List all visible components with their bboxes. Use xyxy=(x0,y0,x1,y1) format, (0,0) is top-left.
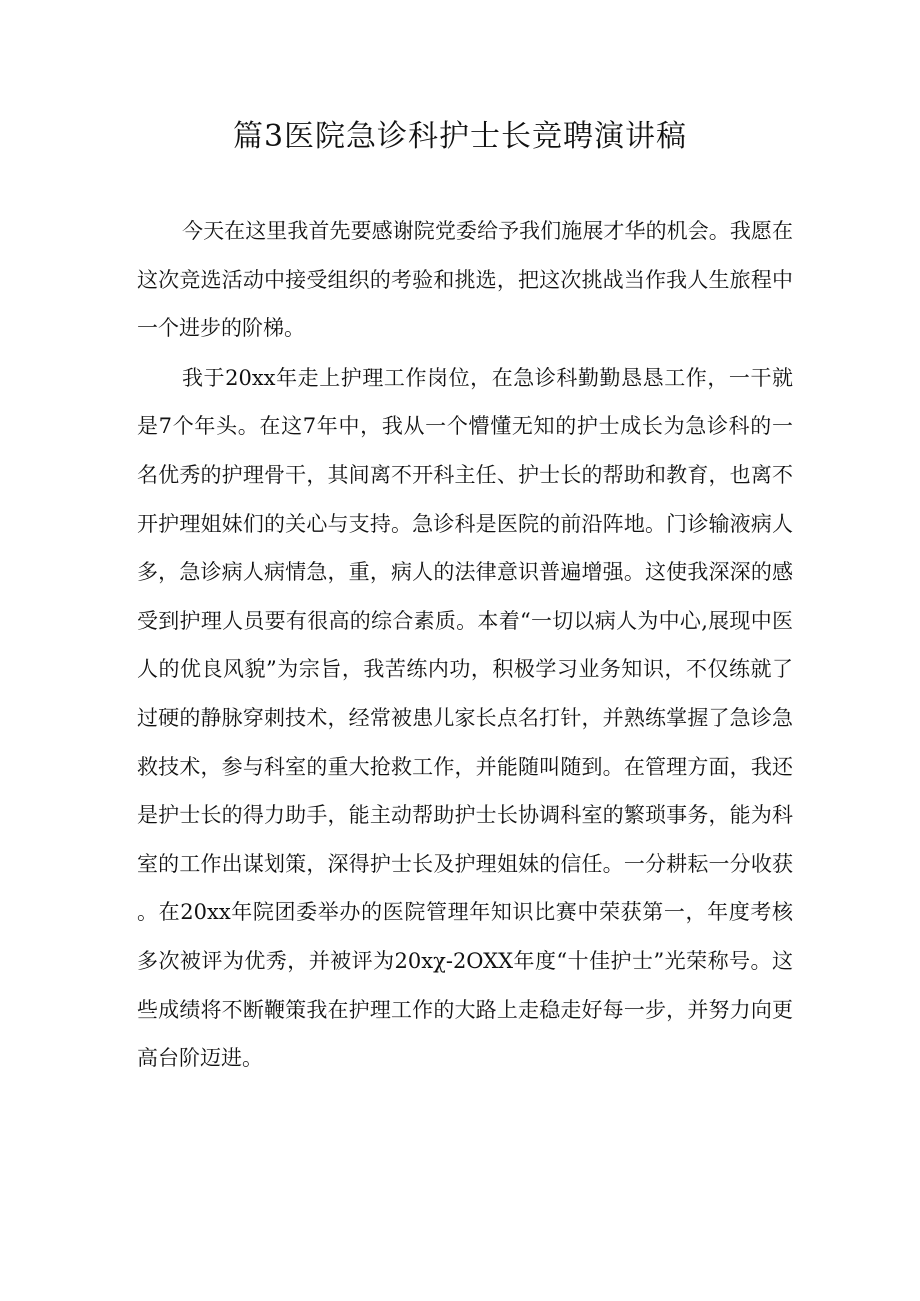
document-title: 篇3医院急诊科护士长竞聘演讲稿 xyxy=(232,119,688,154)
paragraph-1: 今天在这里我首先要感谢院党委给予我们施展才华的机会。我愿在这次竞选活动中接受组织的考验和挑选，把这次挑战当作我人生旅程中一个进步的阶梯。 xyxy=(137,219,793,341)
paragraph-2: 我于20xx年走上护理工作岗位，在急诊科勤勤恳恳工作，一干就是7个年头。在这7年中，我从一个懵懂无知的护士成长为急诊科的一名优秀的护理骨干，其间离不开科主任、护士长的帮助和教育，也离不开护理姐妹们的关心与支持。急诊科是医院的前沿阵地。门诊输液病人多，急诊病人病情急，重，病人的法律意识普遍增强。这使我深深的感受到护理人员要有很高的综合素质。本着“一切以病人为中心,展现中医人的优良风貌”为宗旨，我苦练内功，积极学习业务知识，不仅练就了过硬的静脉穿刺技术，经常被患儿家长点名打针，并熟练掌握了急诊急救技术，参与科室的重大抢救工作，并能随叫随到。在管理方面，我还是护士长的得力助手，能主动帮助护士长协调科室的繁琐事务，能为科室的工作出谋划策，深得护士长及护理姐妹的信任。一分耕耘一分收获。在20xx年院团委举办的医院管理年知识比赛中荣获第一，年度考核多次被评为优秀，并被评为20xχ-2OXX年度“十佳护士”光荣称号。这些成绩将不断鞭策我在护理工作的大路上走稳走好每一步，并努力向更高台阶迈进。 xyxy=(137,365,793,1071)
document-body xyxy=(137,207,793,1083)
